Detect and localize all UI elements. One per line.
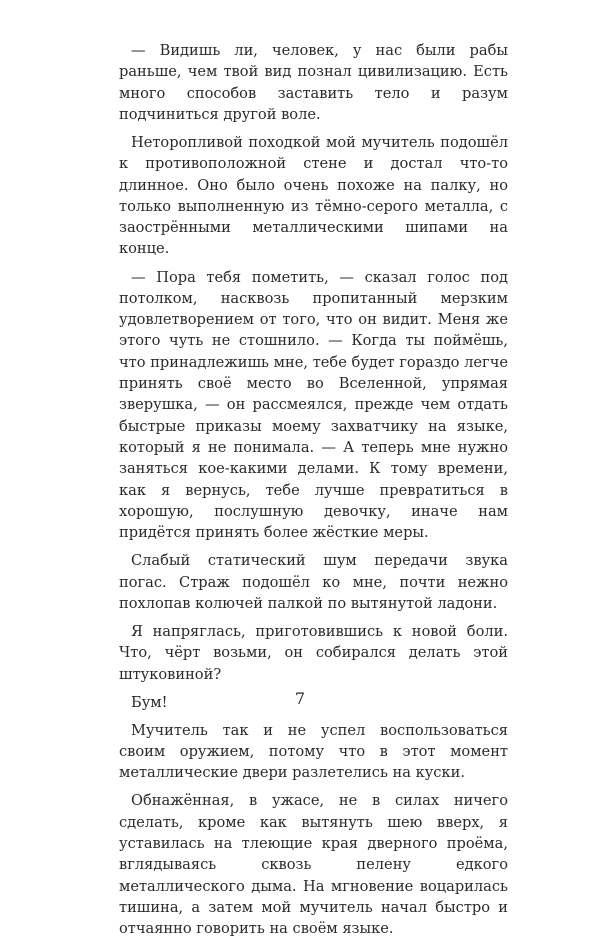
paragraph: Обнажённая, в ужасе, не в силах ничего сделать, кроме как вытянуть шею вверх, я уставилась на тлеющие края дверного проёма, вглядываясь сквозь пелену едкого металлического дыма. На мгновение воцарилась тишина, а затем мой мучитель начал быстро и отчаянно говорить на своём языке. xyxy=(119,792,508,938)
paragraph: Я напряглась, приготовившись к новой боли. Что, чёрт возьми, он собирался делать этой штуковиной? xyxy=(119,622,508,683)
page-number: 7 xyxy=(294,689,306,708)
paragraph: Слабый статический шум передачи звука погас. Страж подошёл ко мне, почти нежно похлопав колючей палкой по вытянутой ладони. xyxy=(119,552,508,612)
paragraph: Бум! xyxy=(131,693,168,711)
body-text xyxy=(119,40,508,946)
paragraph: — Пора тебя пометить, — сказал голос под потолком, насквозь пропитанный мерзким удовлетворением от того, что он видит. Меня же этого чуть не стошнило. — Когда ты поймёшь, что принадлежишь мне, тебе будет гораздо легче принять своё место во Вселенной, упрямая зверушка, — он рассмеялся, прежде чем отдать быстрые приказы моему захватчику на языке, который я не понимала. — А теперь мне нужно заняться кое-какими делами. К тому времени, как я вернусь, тебе лучше превратиться в хорошую, послушную девочку, иначе нам придётся принять более жёсткие меры. xyxy=(119,268,508,542)
paragraph: Мучитель так и не успел воспользоваться своим оружием, потому что в этот момент металлические двери разлетелись на куски. xyxy=(119,721,508,782)
paragraph: — Видишь ли, человек, у нас были рабы раньше, чем твой вид познал цивилизацию. Есть много способов заставить тело и разум подчиниться другой воле. xyxy=(119,42,508,123)
paragraph: Неторопливой походкой мой мучитель подошёл к противоположной стене и достал что-то длинное. Оно было очень похоже на палку, но только выполненную из тёмно-серого металла, с заострёнными металлическими шипами на конце. xyxy=(119,133,508,258)
